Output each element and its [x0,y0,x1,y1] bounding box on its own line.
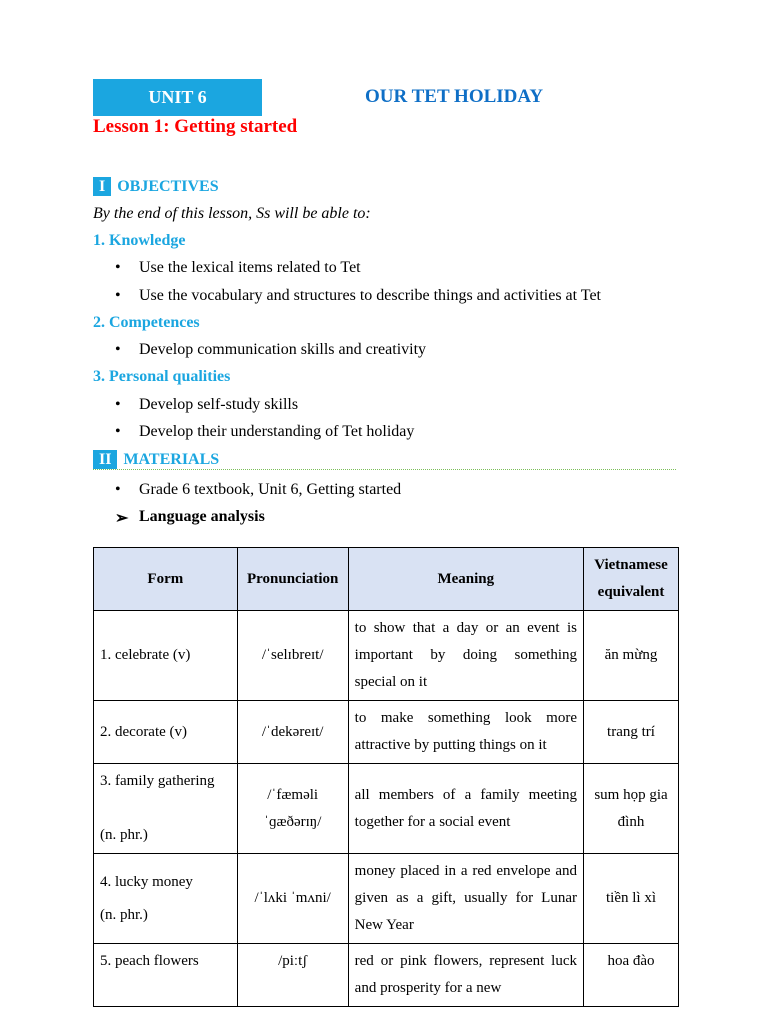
header-pronunciation: Pronunciation [237,548,348,611]
table-row [94,764,679,854]
cell-pronunciation: /ˈfæməli ˈɡæðərɪŋ/ [237,764,348,854]
objectives-heading [93,177,219,196]
bullet-dot-icon: • [115,481,121,498]
materials-number: II [93,450,117,469]
knowledge-item [115,259,361,277]
competences-item [115,341,427,359]
materials-item-text: Grade 6 textbook, Unit 6, Getting started [139,481,402,498]
language-analysis-item [115,508,265,527]
qualities-item [115,423,415,441]
knowledge-heading: 1. Knowledge [93,232,186,249]
cell-meaning: red or pink flowers, represent luck and prosperity for a new [348,944,583,1007]
unit-label-box [93,79,262,116]
cell-vietnamese: trang trí [584,701,679,764]
table-row [94,611,679,701]
bullet-dot-icon: • [115,341,121,358]
form-text: 3. family gathering [100,773,215,789]
header-vietnamese-line2: equivalent [597,584,665,600]
form-text: 2. decorate (v) [100,723,188,740]
cell-vietnamese: hoa đào [584,944,679,1007]
cell-form [94,611,238,701]
form-text: 4. lucky money [100,873,193,890]
objectives-number: I [93,177,111,196]
vocabulary-table [93,547,679,1007]
bullet-dot-icon: • [115,259,121,276]
language-analysis-label: Language analysis [139,508,265,525]
header-vietnamese [584,548,679,611]
cell-meaning: to make something look more attractive by putting things on it [348,701,583,764]
qualities-heading: 3. Personal qualities [93,368,231,385]
cell-vietnamese: ăn mừng [584,611,679,701]
lesson-title: Lesson 1: Getting started [93,116,298,137]
cell-pronunciation: /ˈlʌki ˈmʌni/ [237,854,348,944]
qualities-item [115,396,299,414]
form-type-text: (n. phr.) [100,906,148,923]
table-row [94,854,679,944]
materials-item [115,481,402,499]
qualities-item-text: Develop self-study skills [139,396,299,413]
table-header-row [94,548,679,611]
cell-meaning: money placed in a red envelope and given as a gift, usually for Lunar New Year [348,854,583,944]
knowledge-item-text: Use the lexical items related to Tet [139,259,361,276]
bullet-dot-icon: • [115,423,121,440]
table-row [94,944,679,1007]
header-form: Form [94,548,238,611]
qualities-item-text: Develop their understanding of Tet holiday [139,423,415,440]
form-text: 1. celebrate (v) [100,647,191,663]
knowledge-item [115,287,601,305]
objectives-title: OBJECTIVES [117,177,219,195]
materials-heading [93,450,219,469]
form-type-text: (n. phr.) [100,827,148,843]
cell-form [94,854,238,944]
header-vietnamese-line1: Vietnamese [594,557,668,573]
knowledge-item-text: Use the vocabulary and structures to describe things and activities at Tet [139,287,601,304]
cell-form [94,701,238,764]
cell-meaning: all members of a family meeting together for a social event [348,764,583,854]
competences-item-text: Develop communication skills and creativity [139,341,427,358]
form-text: 5. peach flowers [100,953,199,969]
unit-title: OUR TET HOLIDAY [365,86,544,107]
unit-label: UNIT 6 [148,87,207,107]
cell-pronunciation: /piːtʃ [237,944,348,1007]
cell-meaning: to show that a day or an event is important by doing something special on it [348,611,583,701]
section-divider [93,469,676,470]
cell-vietnamese: sum họp gia đình [584,764,679,854]
competences-heading: 2. Competences [93,314,200,331]
bullet-dot-icon: • [115,396,121,413]
cell-form [94,944,238,1007]
cell-form [94,764,238,854]
objectives-intro: By the end of this lesson, Ss will be able to: [93,205,371,222]
header-meaning: Meaning [348,548,583,611]
materials-title: MATERIALS [123,450,220,468]
table-row [94,701,679,764]
cell-pronunciation: /ˈdekəreɪt/ [237,701,348,764]
cell-pronunciation: /ˈselɪbreɪt/ [237,611,348,701]
cell-vietnamese: tiền lì xì [584,854,679,944]
bullet-dot-icon: • [115,287,121,304]
arrowhead-bullet-icon: ➢ [115,510,129,527]
